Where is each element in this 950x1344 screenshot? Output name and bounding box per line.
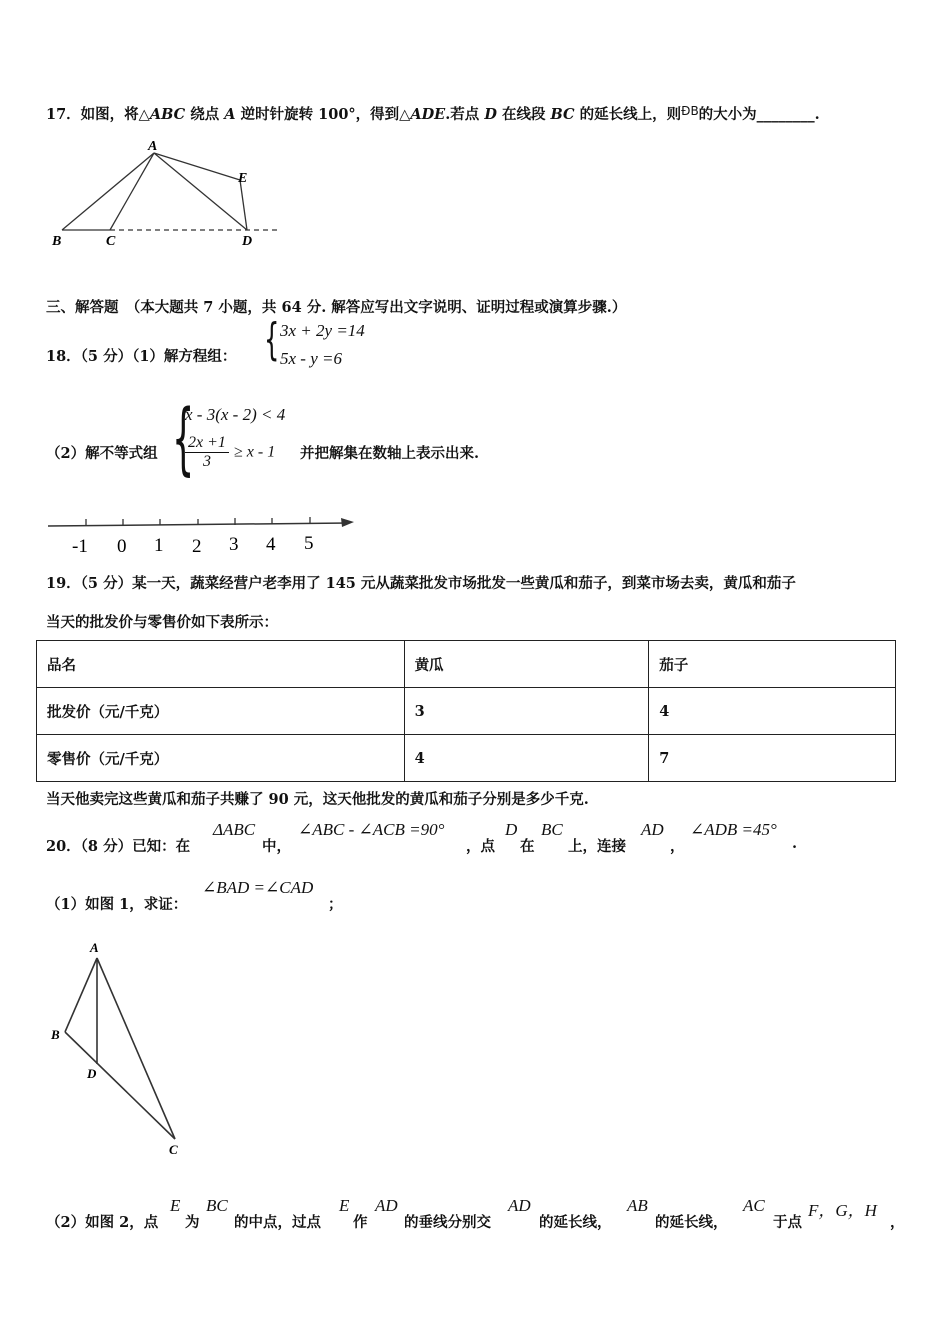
q20-part2-ad: AD [375, 1196, 398, 1215]
q20-t6: ， [670, 838, 685, 855]
q18-inequality-2: $\frac{2x +1}{3}$ ≥ x - 1 [185, 434, 275, 471]
number-line [44, 506, 364, 561]
fig1-label-a: A [90, 940, 99, 955]
q18-fraction: $\frac{2x +1}{3}$ [185, 434, 229, 471]
q20-part2-a: （2）如图 2，点 [46, 1214, 159, 1231]
table-cell: 4 [649, 688, 896, 735]
table-cell: 批发价（元/千克） [37, 688, 405, 735]
tick-label-1: 1 [154, 535, 164, 556]
q18-equation-2: 5x - y =6 [280, 349, 342, 368]
table-row [37, 688, 896, 735]
tick-label-0: 0 [117, 536, 127, 557]
table-header-row [37, 641, 896, 688]
fig17-label-a: A [148, 139, 158, 154]
fig1-label-b: B [51, 1027, 60, 1042]
fig17-label-b: B [52, 234, 62, 249]
q20-part2-e2: E [339, 1196, 350, 1215]
q20-t5: 上，连接 [568, 838, 626, 855]
q18-label: 18．（5 分）（1）解方程组： [46, 348, 237, 365]
tick-label-2: 2 [192, 536, 202, 557]
table-header-cell: 黄瓜 [404, 641, 649, 688]
q20-part2-b: 为 [185, 1214, 200, 1231]
q20-t1: 20．（8 分）已知：在 [46, 838, 191, 855]
q19-question: 当天他卖完这些黄瓜和茄子共赚了 90 元，这天他批发的黄瓜和茄子分别是多少千克. [46, 791, 589, 808]
q20-part2-e: E [170, 1196, 181, 1215]
fig1-label-c: C [169, 1142, 178, 1157]
q20-part1-equation: ∠BAD =∠CAD [202, 878, 314, 897]
q20-figure-1 [44, 936, 204, 1161]
table-cell: 4 [404, 735, 649, 782]
q20-condition: ∠ABC - ∠ACB =90° [298, 820, 445, 839]
tick-label-4: 4 [266, 534, 276, 555]
tick-label-3: 3 [229, 534, 239, 555]
tick-label-neg1: -1 [72, 536, 88, 557]
q20-part2-fgh: F，G，H [808, 1201, 877, 1220]
q18-inequality-brace: { [172, 394, 195, 484]
q20-part1-end: ； [328, 896, 343, 913]
q20-t7: . [792, 835, 798, 852]
table-cell: 3 [404, 688, 649, 735]
fig17-label-c: C [106, 234, 116, 249]
q18-equation-1: 3x + 2y =14 [280, 321, 365, 340]
q20-part2-g: 的延长线， [539, 1214, 612, 1231]
tick-label-5: 5 [304, 533, 314, 554]
q20-triangle: ΔABC [213, 820, 256, 839]
fig17-label-e: E [238, 171, 248, 186]
q20-part2-d: 作 [353, 1214, 368, 1231]
table-cell: 7 [649, 735, 896, 782]
q20-angle-adb: ∠ADB =45° [690, 820, 777, 839]
q20-part2-f: 的垂线分别交 [404, 1214, 491, 1231]
q20-t4: 在 [520, 838, 535, 855]
q19-line-2: 当天的批发价与零售价如下表所示： [46, 614, 278, 631]
table-header-cell: 茄子 [649, 641, 896, 688]
q18-system-brace: { [264, 314, 280, 365]
q20-part2-bc: BC [206, 1196, 228, 1215]
fig1-label-d: D [87, 1066, 97, 1081]
q20-part2-c: 的中点，过点 [234, 1214, 321, 1231]
q20-part1-label: （1）如图 1，求证： [46, 896, 188, 913]
q18-inequality-1: x - 3(x - 2) < 4 [185, 405, 286, 424]
price-table [36, 640, 896, 782]
q20-part2-h: 的延长线， [655, 1214, 728, 1231]
q20-part2-ab: AB [627, 1196, 648, 1215]
q20-segment-bc: BC [541, 820, 563, 839]
q20-segment-ad: AD [641, 820, 664, 839]
table-header-cell: 品名 [37, 641, 405, 688]
q20-part2-j: ， [890, 1214, 905, 1231]
table-row [37, 735, 896, 782]
table-cell: 零售价（元/千克） [37, 735, 405, 782]
q18-part2-label: （2）解不等式组 [46, 445, 158, 462]
q20-part2-i: 于点 [773, 1214, 802, 1231]
fig17-label-d: D [242, 234, 253, 249]
q20-point-d: D [505, 820, 518, 839]
section-3-heading: 三、解答题 （本大题共 7 小题，共 64 分. 解答应写出文字说明、证明过程或演算步骤.） [46, 299, 627, 316]
q20-part2-ac: AC [743, 1196, 765, 1215]
q17-text: 17．如图，将△ABC 绕点 A 逆时针旋转 100°，得到△ADE.若点 D 在线段 BC 的延长线上，则$^{ÐB}$的大小为________. [46, 104, 820, 123]
q20-t2: 中， [262, 838, 291, 855]
q18-part2-tail: 并把解集在数轴上表示出来. [300, 445, 480, 462]
q20-part2-ad2: AD [508, 1196, 531, 1215]
q20-t3: ，点 [466, 838, 495, 855]
q17-figure [44, 138, 294, 253]
q19-line-1: 19．（5 分）某一天，蔬菜经营户老李用了 145 元从蔬菜批发市场批发一些黄瓜和茄子，到菜市场去卖，黄瓜和茄子 [46, 575, 796, 592]
